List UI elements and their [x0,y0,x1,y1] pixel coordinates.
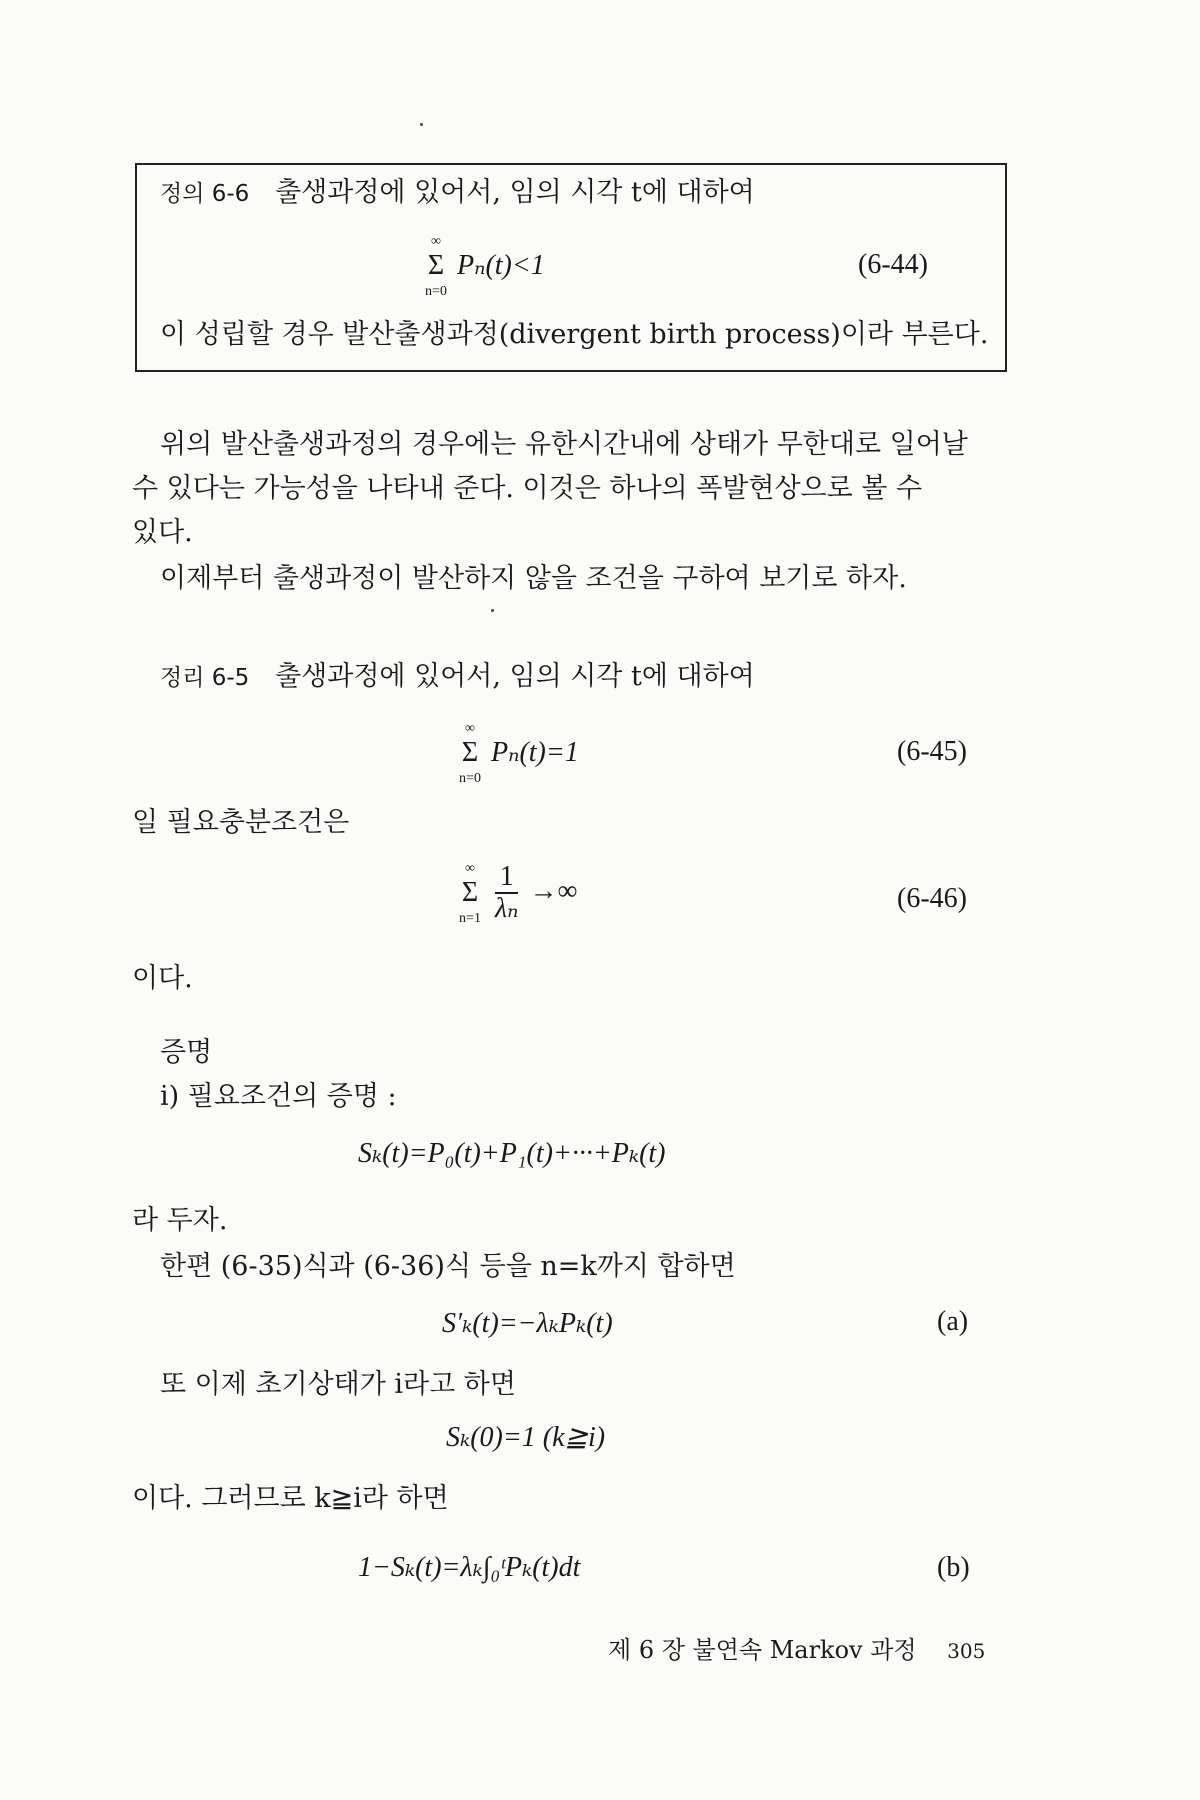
sum-symbol: ∞ Σ n=0 [425,234,447,299]
proof-heading: 증명 [160,1037,213,1068]
definition-intro: 출생과정에 있어서, 임의 시각 t에 대하여 [275,177,755,208]
eq-number-6-45: (6-45) [897,736,967,767]
paragraph1-line2: 수 있다는 가능성을 나타내 준다. 이것은 하나의 폭발현상으로 볼 수 [132,473,923,504]
scan-dot [420,123,423,126]
theorem-intro: 출생과정에 있어서, 임의 시각 t에 대하여 [275,661,755,692]
equation-b: 1−Sₖ(t)=λₖ∫₀ᵗPₖ(t)dt [358,1552,581,1583]
formula-expression: Pₙ(t)<1 [457,250,545,281]
proof-line2: 한편 (6-35)식과 (6-36)식 등을 n=k까지 합하면 [160,1251,736,1282]
page-number: 305 [947,1639,986,1663]
eq-number-6-44: (6-44) [858,249,928,280]
equation-a: S′ₖ(t)=−λₖPₖ(t) [442,1308,613,1339]
chapter-title: 제 6 장 불연속 Markov 과정 [608,1636,917,1664]
theorem-formula2 [456,862,577,924]
theorem-condition-intro: 일 필요충분조건은 [132,807,350,838]
formula-expression: Pₙ(t)=1 [491,737,579,768]
proof-line4: 이다. 그러므로 k≧i라 하면 [132,1483,449,1514]
eq-label-a: (a) [937,1306,969,1337]
theorem-heading-line [160,660,755,695]
theorem-formula [456,721,579,786]
scan-dot [491,609,494,612]
page-footer [608,1630,985,1665]
fraction: $\frac{1}{\text{λₙ}}$ [495,861,519,924]
definition-closing: 이 성립할 경우 발산출생과정(divergent birth process)이라 부른다. [160,319,989,350]
proof-part-i: i) 필요조건의 증명 : [160,1081,397,1112]
paragraph1-line1: 위의 발산출생과정의 경우에는 유한시간내에 상태가 무한대로 일어날 [160,429,968,460]
definition-heading: 정의 6-6 [160,181,250,207]
theorem-heading: 정리 6-5 [160,665,250,691]
eq-label-b: (b) [937,1552,970,1583]
equation-initial: Sₖ(0)=1 (k≧i) [446,1422,606,1453]
formula-tail: →∞ [529,875,578,907]
paragraph2: 이제부터 출생과정이 발산하지 않을 조건을 구하여 보기로 하자. [160,563,907,594]
definition-formula [422,234,545,299]
sum-symbol: ∞ Σ n=1 [459,861,481,926]
sum-symbol: ∞ Σ n=0 [459,721,481,786]
theorem-end: 이다. [132,963,193,994]
definition-heading-line [160,176,755,211]
proof-line3: 또 이제 초기상태가 i라고 하면 [160,1369,516,1400]
paragraph1-line3: 있다. [132,517,193,548]
eq-number-6-46: (6-46) [897,883,967,914]
equation-sk: Sₖ(t)=P₀(t)+P₁(t)+···+Pₖ(t) [358,1138,666,1169]
proof-let: 라 두자. [132,1205,228,1236]
